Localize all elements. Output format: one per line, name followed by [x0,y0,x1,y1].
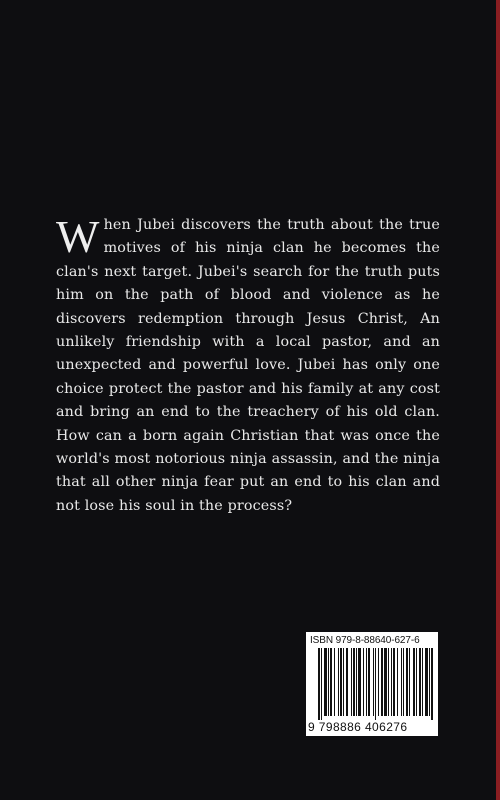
barcode-bar [353,648,355,716]
barcode-bar [318,648,320,720]
isbn-label: ISBN 979-8-88640-627-6 [310,635,420,646]
barcode-bar [368,648,370,716]
barcode-bar [328,648,329,716]
drop-cap: W [56,211,100,262]
barcode-bar [330,648,332,716]
barcode-bar [413,648,415,716]
barcode-bar [425,648,428,716]
barcode-bar [340,648,342,716]
barcode-bar [397,648,398,716]
barcode-bar [373,648,374,716]
barcode-bar [391,648,392,716]
barcode-bar [346,648,348,716]
barcode-bar [334,648,335,716]
barcode-bar [366,648,367,716]
barcode-digits: 9 798886 406276 [308,720,408,734]
spine-edge [496,0,500,800]
barcode-bar [358,648,361,716]
barcode-bars [318,648,434,720]
barcode-bar [429,648,430,716]
barcode-bar [324,648,327,716]
barcode-bar [338,648,339,716]
barcode-bar [378,648,379,716]
barcode-bar [416,648,417,716]
barcode-bar [363,648,364,716]
barcode-bar [431,648,433,720]
barcode-bar [406,648,408,716]
barcode-bar [403,648,404,716]
book-blurb [56,211,440,518]
barcode-bar [356,648,357,716]
barcode-bar [388,648,389,716]
barcode-bar [419,648,421,716]
barcode-bar [321,648,322,720]
barcode-bar [381,648,383,716]
barcode-bar [409,648,410,716]
blurb-text: hen Jubei discovers the truth about the true motives of his ninja clan he becomes the clan's next target. Jubei's search for the truth puts him on the path of blood and violence as he discovers redemption through Jesus Christ, An unlikely friendship with a local pastor, and an unexpected and powerful love. Jubei has only one choice protect the pastor and his family at any cost and bring an end to the treachery of his old clan. How can a born again Christian that was once the world's most notorious ninja assassin, and the ninja that all other ninja fear put an end to his clan and not lose his soul in the process? [56,217,440,514]
barcode-bar [343,648,344,716]
barcode-bar [351,648,352,716]
barcode-bar [375,648,376,720]
barcode-bar [401,648,402,716]
barcode-bar [393,648,395,716]
isbn-barcode [306,632,438,736]
barcode-bar [384,648,387,716]
barcode-bar [422,648,423,716]
